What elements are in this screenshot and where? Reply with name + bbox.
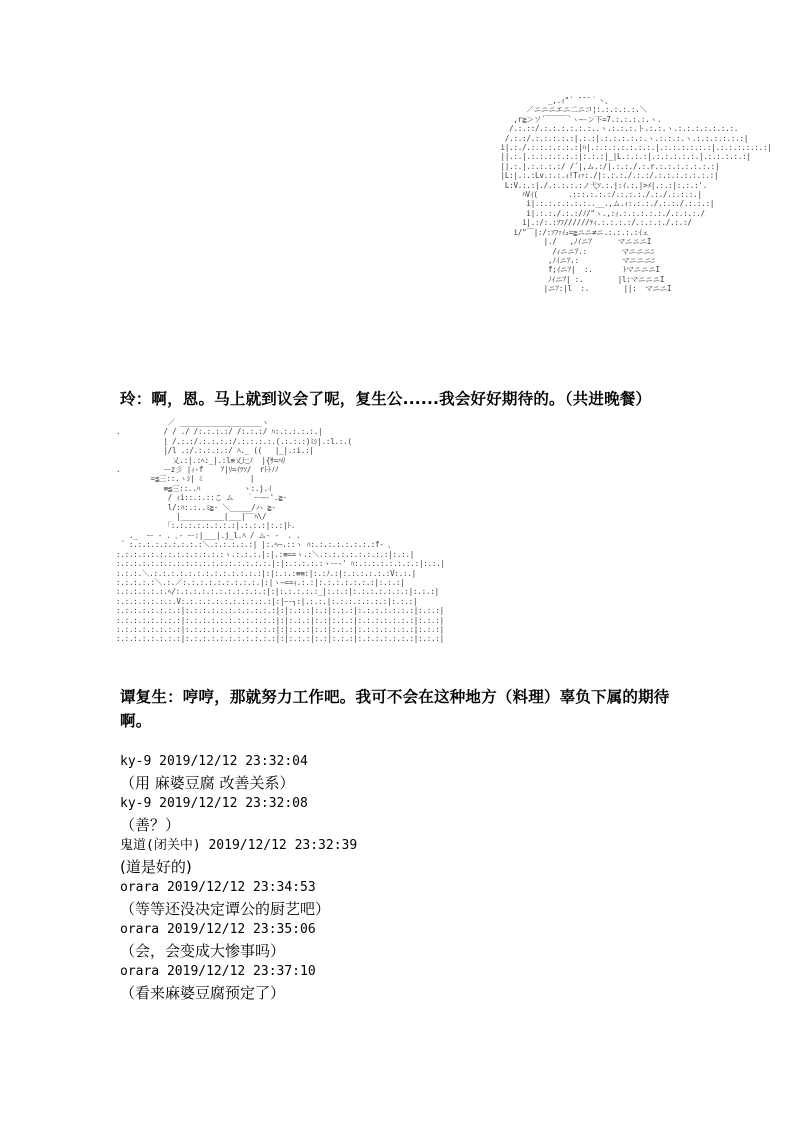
comment-text: （会，会变成大惨事吗） xyxy=(120,942,286,960)
comment-text: （等等还没决定谭公的厨艺吧） xyxy=(120,900,331,918)
comment-text: (道是好的) xyxy=(120,858,192,876)
comment-meta: orara 2019/12/12 23:35:06 xyxy=(120,922,316,937)
comment xyxy=(120,752,700,794)
comment-meta: ky-9 2019/12/12 23:32:08 xyxy=(120,796,308,811)
comment xyxy=(120,794,700,836)
comment-meta: 鬼道(闭关中) 2019/12/12 23:32:39 xyxy=(120,838,358,853)
comment xyxy=(120,962,700,1004)
comment xyxy=(120,836,700,878)
comment-meta: ky-9 2019/12/12 23:32:04 xyxy=(120,754,308,769)
ascii-art-tan-fusheng: ／ ___________________ヽ . / / ./ /:.:.:.:/ /:.:.:/ ﾊ:.:.:.:.:.| | /.:.:/.:.:.:.:/.:.:.:.:.(.:.:.:)ﾐｼ|.:l.:.( |/l .:/.:.:.:.:/ ﾊ._ (( |_|.:i.:| 乂.:|.:ﾍ:_|.:l≡乂辷ﾉ |{ｻ=ﾊﾘ . ーz彡 |ｨ-f ｱ|ﾘ=ｲﾂｿ/ rﾄﾄﾉﾉ =≦三::.ヽｼ| ﾐ | ≡≦三::..ﾊ ヽ:.j.ｲ / ｨi::.:.::こ ム ｀ー—‐'.≧- l/:ﾊ:.:..ﾐ≧- ＼_____/ハ ≧- |__________|___|‾‾ﾊ\/ 「:.:.:.:.:.:.:.:|.:.:.:|:.:|ﾄ. ._ ー ‐ . ､‐ ー:|___|.j_l.ﾊ / ム‐ ‐ . . ´ :.:.:.:.:.:.:.:.:＼.:.:.:.:.:| |:.ﾍ—.::ヽ ﾊ:.:.:.:.:.:.:.:f‐ 、 :.:.:.:.:.:.:.:.:.:.:.:.:ヽ.:.:.:.|:|.:≡==ヽ.:＼.:.:.:.:.:.:.:.:|:.:.| :.:.:.:.:.:.:.:.:.:.:.:.:.:.:.:.:.:.|:|:.:.:.:.:ヽー‐' ﾊ:.:.:.:.:.:.:.:|:.:.| :.:.:.＼.:.:.:.:.:.:.:.:.:.:.:.:.:|:|:.:.:≡≡:|:.:ﾉ.:|:.:.:.:.:.:V:.:.| :.:.:.:.:＼.:.／:.:.:.:.:.:.:.:.:.|:|ヽ—==ｨ.:.:|:.:.:.:.:.:.:|:.:.:| :.:.:.:.:.:.ﾍ/:.:.:.:.:.:.:.:.:.:.:|:|:.:.:.:.:_|:.:.:|:.:.:.:.:.:.:|:.:.:| :.:.:.:.:.:.:.V:.:.:.:.:.:.:.:.:.:.:|:|ｰ‐┐:|.:.:.|:.:.:.:.:.:.:|:.:.:| :.:.:.:.:.:.:.:|:.:.:.:.:.:.:.:.:.:.:|:|:.:.:|:.:|:.:.:|:.:.:.:.:.:.:|:.:.:| :.:.:.:.:.:.:.:|:.:.:.:.:.:.:.:.:.:.:|:|:.:.:|:.:|:.:.:|:.:.:.:.:.:.:|:.:.:| :.:.:.:.:.:.:.:|:.:.:.:.:.:.:.:.:.:.:|:|:.:.:|:.:|:.:.:|:.:.:.:.:.:.:|:.:.:| :.:.:.:.:.:.:.:|:.:.:.:.:.:.:.:.:.:.:|:|:.:.:|:.:|:.:.:|:.:.:.:.:.:.:|:.:.:| xyxy=(116,418,445,644)
comment-text: （善？） xyxy=(120,816,181,834)
dialogue-rin: 玲：啊，恩。马上就到议会了呢，复生公......我会好好期待的。（共进晚餐） xyxy=(120,390,652,408)
dialogue-tan-fusheng: 谭复生：哼哼，那就努力工作吧。我可不会在这种地方（料理）辜负下属的期待啊。 xyxy=(120,688,670,730)
comment-text: （看来麻婆豆腐预定了） xyxy=(120,984,286,1002)
comment xyxy=(120,920,700,962)
comment xyxy=(120,878,700,920)
ascii-art-rin: _,.ｨ"´ ̄ ̄ ̄ ｀ヽ、 ／ニニニエニ二ニコ¦:.:.:.:.:.＼ ,r≧＞ソ´￣￣￣`ヽ—-ン下=7.:.:.:.:.ヽ. /.:.::/.:.:.:.:.:.:..ヽ.:.:.:.ト.:.:.ヽ.:.:.:.:.:.:.:. /.:.:/.:.:.:.:.:|.:.:|.:.:.:.:.:.ヽ.:.:.:.ヽ.:.:.:.:.:.:| i|.:./.:.:.:.:.:.:|ﾊ|.:.:.:.:.:.:.:.|.:.:.:.:.:.:|.:.:.:.:.:.:| ||.:.|.:.:.:.:.:.:|:.:.:|_|L.:.:.:|.:.:.:.:.:.|.:.:.:.:.:| ||.:.|.:.:.:.:/ /´|,ム.:/|.:.:./.:.r.:.:.:.:.:.:.:| |L:|.:.:Lv.:.:.ｨ!Tｨｧ:./|:.:.:./.:.:/.:.:.:.:.:.:.:| L:V.:.:|./.:.:.:.:ノ弋ｿ.:.|:ｲ.:.|>ﾒ|.:.:|:.:.:'. ﾊVｲ( .:::.:.:.:/.:.:.:./.:./.:.:.:.| i|.:.:.:.:.:.:..__.,ム.ｨ:.:.:./.:.:./.:.:.:| i|.:.:./.:.:/ﾉ/"ヽ.,:ｨ.:.:.:.:.:./.:.:.:./ i|.:/:.:ｿﾌ//////ﾃｨ.:.:.:.:/.:.:.:./.:.:/ i/"￣|:/:ｿﾌｧｲｭ=≧ニニ≠ニ.:.:.:.:ｲェ |./ ,ﾉｲニｱ マニニニI /ｨニニｱ.: マニニニﾆ ,ﾉｲニｱ.: マニニニﾆ f;ｲニｱ| :. ﾄマニニニI ﾉｲニｱ| :. |l:マニニニI |ニｱ:|l :. ||: マニニI xyxy=(500,96,772,294)
comment-text: （用 麻婆豆腐 改善关系） xyxy=(120,774,295,792)
comment-meta: orara 2019/12/12 23:34:53 xyxy=(120,880,316,895)
comment-meta: orara 2019/12/12 23:37:10 xyxy=(120,964,316,979)
comment-thread xyxy=(120,752,700,1004)
